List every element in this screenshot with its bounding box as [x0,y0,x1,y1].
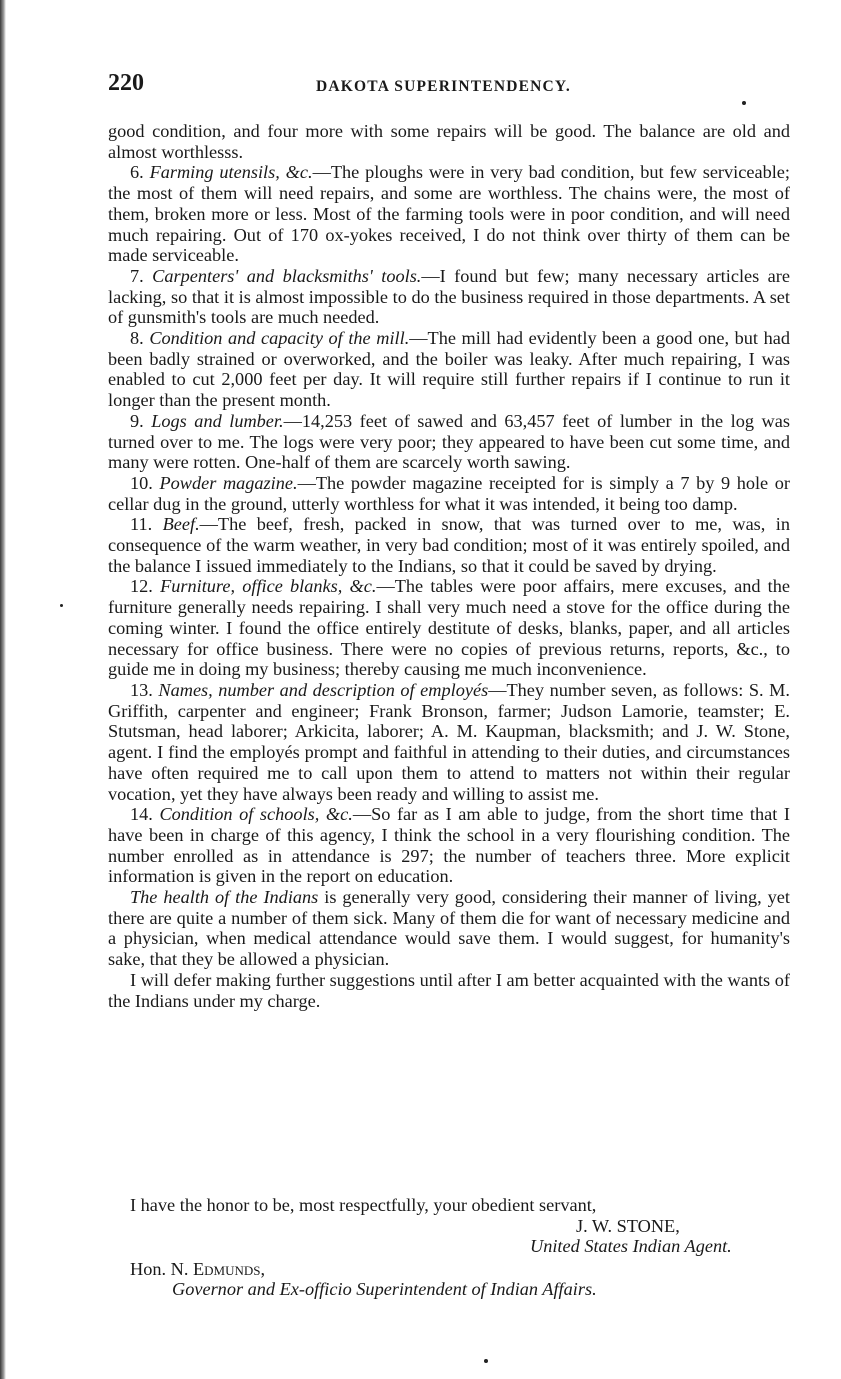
page-number: 220 [108,70,144,96]
paragraph-number: 6. [130,162,144,183]
paragraph-text: —The powder magazine receipted for is simply a 7 by 9 hole or cellar dug in the ground, utterly worthless for what it was intended, it being too damp. [108,472,790,514]
paragraph-heading: Beef. [162,514,200,535]
print-speck [484,1359,488,1363]
paragraph-number: 7. [130,265,144,286]
addressee-title: Governor and Ex-officio Superintendent of Indian Affairs. [172,1279,597,1299]
paragraph-schools [108,804,790,887]
signature-block [108,1195,790,1257]
paragraph-number: 11. [130,514,153,535]
paragraph-carpenters-tools [108,266,790,328]
closing-salutation: I have the honor to be, most respectfully, your obedient servant, [130,1195,597,1215]
paragraph-text: —The tables were poor affairs, mere excuses, and the furniture generally needs repairing. I shall very much need a stove for the office during the coming winter. I found the office entirely destitute of desks, blanks, paper, and all articles necessary for office business. There were no copies of previous returns, reports, &c., to guide me in doing my business; thereby causing me much inconvenience. [108,576,790,680]
paragraph-employes [108,680,790,804]
paragraph-number: 12. [130,576,153,597]
paragraph-powder-magazine [108,473,790,514]
page-binding-edge [0,0,6,1379]
paragraph-mill [108,328,790,411]
running-head: DAKOTA SUPERINTENDENCY. [316,78,571,95]
paragraph-text: —So far as I am able to judge, from the short time that I have been in charge of this agency, I think the school in a very flourishing condition. The number enrolled as in attendance is 297; the number of teachers three. More explicit information is given in the report on education. [108,804,790,887]
paragraph-heading: Condition of schools, &c. [159,804,353,825]
paragraph-text: —The mill had evidently been a good one, but had been badly strained or overworked, and the boiler was leaky. After much repairing, I was enabled to cut 2,000 feet per day. It will require still further repairs if I continue to run it longer than the present month. [108,328,790,411]
page-header [108,70,790,102]
paragraph-heading: Carpenters' and blacksmiths' tools. [152,265,422,286]
paragraph-heading: Logs and lumber. [151,410,284,431]
paragraph-text: —They number seven, as follows: S. M. Griffith, carpenter and engineer; Frank Bronson, farmer; Judson Lamorie, teamster; E. Stutsman, head laborer; Arkicita, laborer; A. M. Kaupman, blacksmith; and J. W. Stone, agent. I find the employés prompt and faithful in attending to their duties, and circumstances have often required me to call upon them to attend to matters not within their regular vocation, yet they have always been ready and willing to assist me. [108,679,790,804]
paragraph-number: 9. [130,410,144,431]
print-speck [742,101,746,105]
paragraph-heading: Powder magazine. [159,472,298,493]
paragraph-number: 13. [130,679,153,700]
addressee-name [130,1258,265,1280]
signer-title: United States Indian Agent. [530,1236,732,1257]
paragraph-health [108,887,790,970]
paragraph-number: 14. [130,804,153,825]
paragraph-text: —14,253 feet of sawed and 63,457 feet of lumber in the log was turned over to me. The logs were very poor; they appeared to have been cut some time, and many were rotten. One-half of them are scarcely worth sawing. [108,410,790,473]
paragraph-heading: The health of the Indians [130,887,319,908]
paragraph-suggestions [108,970,790,1011]
paragraph-logs-lumber [108,411,790,473]
paragraph-text: I will defer making further suggestions until after I am better acquainted with the wants of the Indians under my charge. [108,969,790,1011]
addressee-prefix: Hon. N. [130,1259,193,1279]
paragraph-text: —The beef, fresh, packed in snow, that was turned over to me, was, in consequence of the warm weather, in very bad condition; most of it was entirely spoiled, and the balance I issued immediately to the Indians, so that it could be saved by drying. [108,514,790,576]
paragraph-heading: Names, number and description of employés [158,679,489,700]
paragraph-text: is generally very good, considering their manner of living, yet there are quite a number of them sick. Many of them die for want of necessary medicine and a physician, when medical attendance would save them. I would suggest, for humanity's sake, that they be allowed a physician. [108,887,790,970]
print-speck [60,604,63,607]
paragraph-text: —The ploughs were in very bad condition, but few serviceable; the most of them will need repairs, and some are worthless. The chains were, the most of them, broken more or less. Most of the farming tools were in poor condition, and will need much repairing. Out of 170 ox-yokes received, I do not think over thirty of them can be made serviceable. [108,162,790,266]
paragraph-text: good condition, and four more with some repairs will be good. The balance are old and almost worthlesss. [108,121,790,162]
paragraph-heading: Furniture, office blanks, &c. [160,576,377,597]
paragraph-text: —I found but few; many necessary articles are lacking, so that it is almost impossible to do the business required in those departments. A set of gunsmith's tools are much needed. [108,265,790,328]
paragraph-number: 10. [130,472,153,493]
paragraph-number: 8. [130,328,144,349]
signer-name: J. W. STONE, [576,1215,680,1236]
paragraph-continuation [108,121,790,162]
paragraph-farming-utensils [108,162,790,266]
report-body [108,121,790,1011]
paragraph-heading: Farming utensils, &c. [149,162,313,183]
addressee-surname: Edmunds, [192,1259,266,1279]
paragraph-beef [108,514,790,576]
paragraph-heading: Condition and capacity of the mill. [149,328,410,349]
paragraph-furniture [108,576,790,680]
